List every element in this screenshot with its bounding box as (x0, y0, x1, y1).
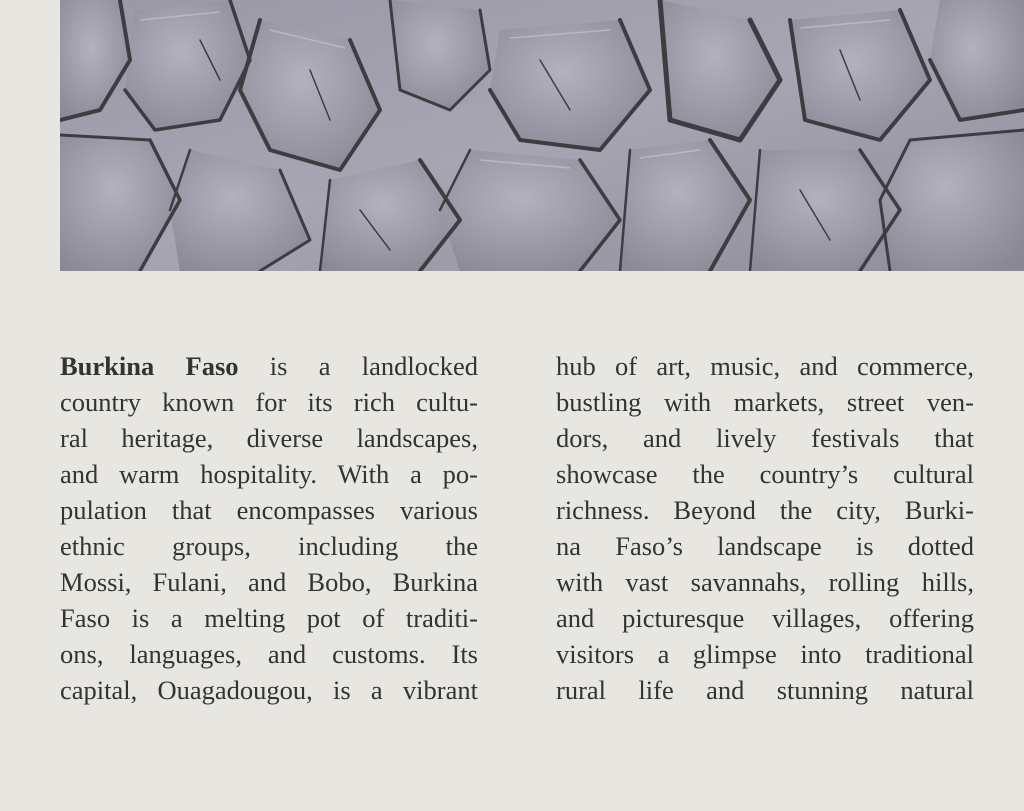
text-line: Mossi, Fulani, and Bobo, Burkina (60, 567, 478, 597)
text-line: country known for its rich cultu- (60, 387, 478, 417)
text-line: Faso is a melting pot of traditi- (60, 603, 478, 633)
lead-term: Burkina Faso (60, 351, 239, 381)
text-line: dors, and lively festivals that (556, 423, 974, 453)
article-column-left (60, 348, 478, 708)
text-line: capital, Ouagadougou, is a vibrant (60, 675, 478, 705)
text-line: visitors a glimpse into traditional (556, 639, 974, 669)
text-line: ethnic groups, including the (60, 531, 478, 561)
text-line: hub of art, music, and commerce, (556, 351, 974, 381)
text-line: richness. Beyond the city, Burki- (556, 495, 974, 525)
cracked-earth-photo (60, 0, 1024, 271)
text-line: ral heritage, diverse landscapes, (60, 423, 478, 453)
hero-image (60, 0, 1024, 271)
text-line (60, 348, 478, 384)
text-line: pulation that encompasses various (60, 495, 478, 525)
text-line: ons, languages, and customs. Its (60, 639, 478, 669)
text-line: and warm hospitality. With a po- (60, 459, 478, 489)
text-line: bustling with markets, street ven- (556, 387, 974, 417)
text-line: and picturesque villages, offering (556, 603, 974, 633)
text-line: rural life and stunning natural (556, 675, 974, 705)
text-line: na Faso’s landscape is dotted (556, 531, 974, 561)
text-line: showcase the country’s cultural (556, 459, 974, 489)
text-line-content: is a landlocked (238, 351, 478, 381)
article-column-right (556, 348, 974, 708)
text-line: with vast savannahs, rolling hills, (556, 567, 974, 597)
